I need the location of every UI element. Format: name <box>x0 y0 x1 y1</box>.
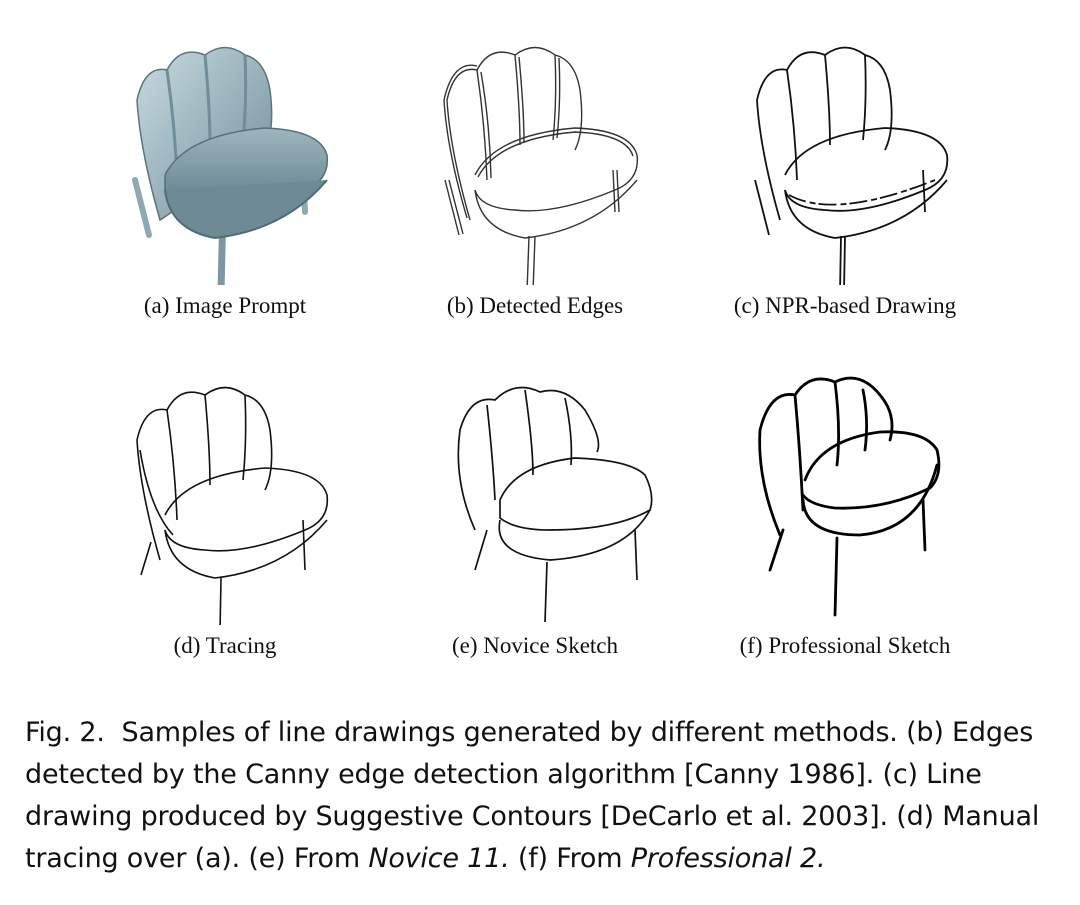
panel-novice-sketch <box>375 365 695 665</box>
figure-label: Fig. 2. <box>25 717 105 748</box>
panel-caption: (c) NPR-based Drawing <box>733 293 957 318</box>
caption-italic-novice: Novice 11. <box>368 843 510 874</box>
panel-caption: (d) Tracing <box>173 633 277 658</box>
panel-image-prompt <box>65 25 385 325</box>
panel-caption: (b) Detected Edges <box>446 293 624 318</box>
panel-professional-sketch <box>685 365 1005 665</box>
chair-render-image <box>65 25 385 285</box>
panel-tracing <box>65 365 385 665</box>
caption-text: (f) From <box>509 843 631 874</box>
figure-caption <box>25 712 1060 880</box>
panel-caption: (f) Professional Sketch <box>739 633 951 658</box>
caption-text: Samples of line drawings generated by different methods. (b) Edges detected by the Canny edge detection algorithm [Canny 1986]. (c) Line drawing produced by Suggestive Contours [DeCarlo et al. 2003]. (d) Manual tracing over (a). (e) From <box>25 717 1040 874</box>
chair-novice-sketch <box>375 365 695 625</box>
chair-tracing-drawing <box>65 365 385 625</box>
panel-npr-drawing <box>685 25 1005 325</box>
panel-caption: (a) Image Prompt <box>143 293 307 318</box>
chair-edge-drawing <box>375 25 695 285</box>
panel-detected-edges <box>375 25 695 325</box>
chair-professional-sketch <box>685 365 1005 625</box>
caption-italic-professional: Professional 2. <box>630 843 826 874</box>
chair-npr-drawing <box>685 25 1005 285</box>
panel-caption: (e) Novice Sketch <box>451 633 619 658</box>
